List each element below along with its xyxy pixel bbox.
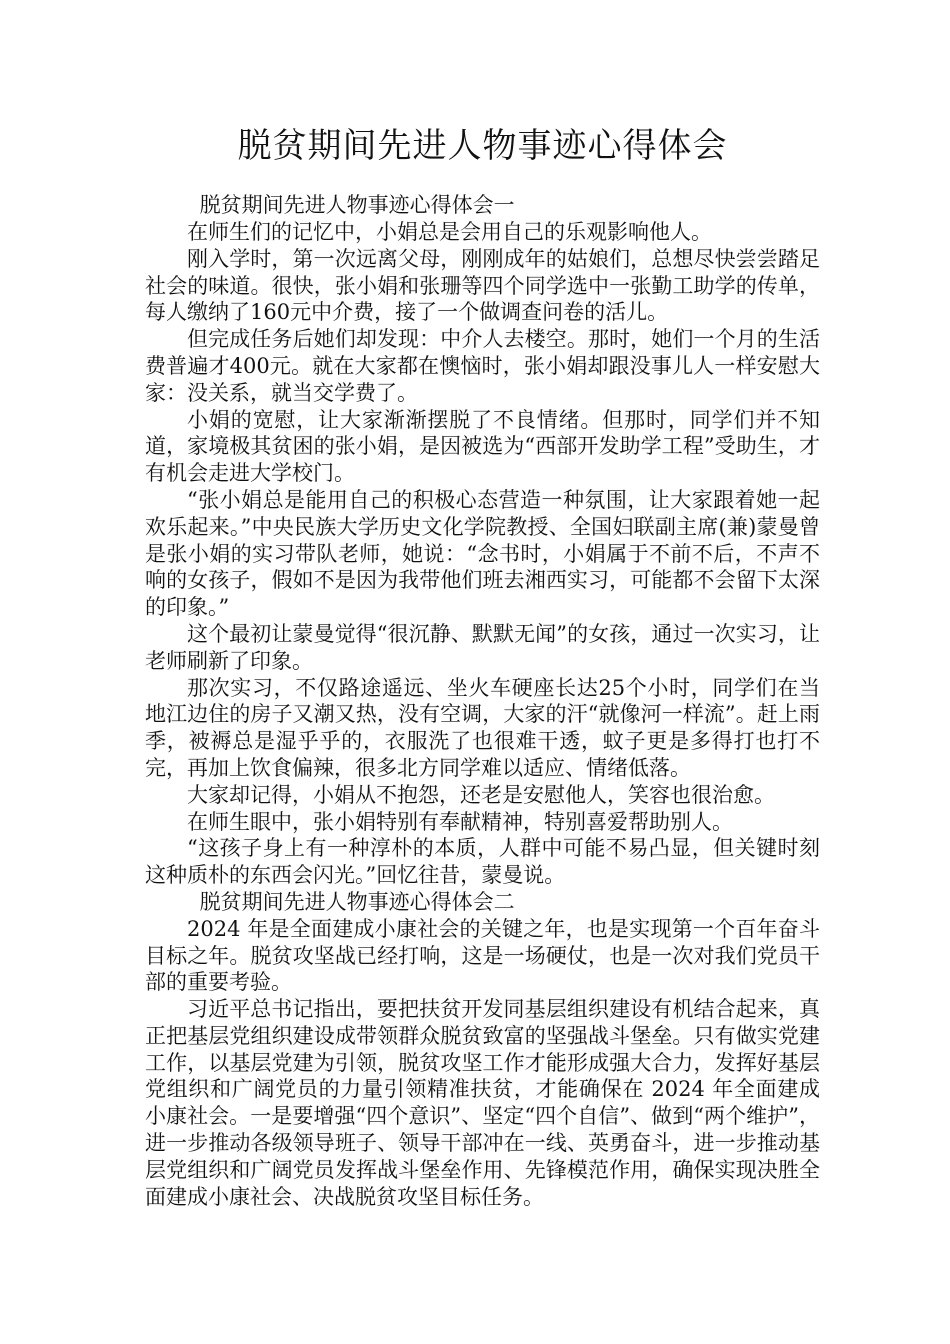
paragraph: “张小娟总是能用自己的积极心态营造一种氛围，让大家跟着她一起欢乐起来。”中央民族大学历史文化学院教授、全国妇联副主席(兼)蒙曼曾是张小娟的实习带队老师，她说：“念书时，小娟属于不前不后，不声不响的女孩子，假如不是因为我带他们班去湘西实习，可能都不会留下太深的印象。” <box>145 487 820 620</box>
paragraph: 小娟的宽慰，让大家渐渐摆脱了不良情绪。但那时，同学们并不知道，家境极其贫困的张小娟，是因被选为“西部开发助学工程”受助生，才有机会走进大学校门。 <box>145 407 820 486</box>
section-heading-1: 脱贫期间先进人物事迹心得体会一 <box>199 193 515 218</box>
document-body <box>145 192 820 1210</box>
paragraph: 但完成任务后她们却发现：中介人去楼空。那时，她们一个月的生活费普遍才400元。就在大家都在懊恼时，张小娟却跟没事儿人一样安慰大家：没关系，就当交学费了。 <box>145 327 820 405</box>
paragraph: 这个最初让蒙曼觉得“很沉静、默默无闻”的女孩，通过一次实习，让老师刷新了印象。 <box>145 621 820 673</box>
paragraph: 那次实习，不仅路途遥远、坐火车硬座长达25个小时，同学们在当地江边住的房子又潮又热，没有空调，大家的汗“就像河一样流”。赶上雨季，被褥总是湿乎乎的，衣服洗了也很难干透，蚊子更是多得打也打不完，再加上饮食偏辣，很多北方同学难以适应、情绪低落。 <box>145 675 820 780</box>
paragraph: 大家却记得，小娟从不抱怨，还老是安慰他人，笑容也很治愈。 <box>187 782 775 807</box>
paragraph: 刚入学时，第一次远离父母，刚刚成年的姑娘们，总想尽快尝尝踏足社会的味道。很快，张小娟和张珊等四个同学选中一张勤工助学的传单，每人缴纳了160元中介费，接了一个做调查问卷的活儿。 <box>145 246 820 325</box>
paragraph: 习近平总书记指出，要把扶贫开发同基层组织建设有机结合起来，真正把基层党组织建设成带领群众脱贫致富的坚强战斗堡垒。只有做实党建工作，以基层党建为引领，脱贫攻坚工作才能形成强大合力，发挥好基层党组织和广阔党员的力量引领精准扶贫，才能确保在 2024 年全面建成小康社会。一是要增强“四个意识”、坚定“四个自信”、做到“两个维护”，进一步推动各级领导班子、领导干部冲在一线、英勇奋斗，进一步推动基层党组织和广阔党员发挥战斗堡垒作用、先锋模范作用，确保实现决胜全面建成小康社会、决战脱贫攻坚目标任务。 <box>145 997 820 1209</box>
paragraph: 在师生眼中，张小娟特别有奉献精神，特别喜爱帮助别人。 <box>187 809 733 834</box>
paragraph: 在师生们的记忆中，小娟总是会用自己的乐观影响他人。 <box>187 219 712 244</box>
document-title: 脱贫期间先进人物事迹心得体会 <box>237 126 728 166</box>
paragraph: “这孩子身上有一种淳朴的本质，人群中可能不易凸显，但关键时刻这种质朴的东西会闪光。”回忆往昔，蒙曼说。 <box>145 836 820 888</box>
section-heading-2: 脱贫期间先进人物事迹心得体会二 <box>199 889 515 914</box>
paragraph: 2024 年是全面建成小康社会的关键之年，也是实现第一个百年奋斗目标之年。脱贫攻坚战已经打响，这是一场硬仗，也是一次对我们党员干部的重要考验。 <box>145 916 820 995</box>
